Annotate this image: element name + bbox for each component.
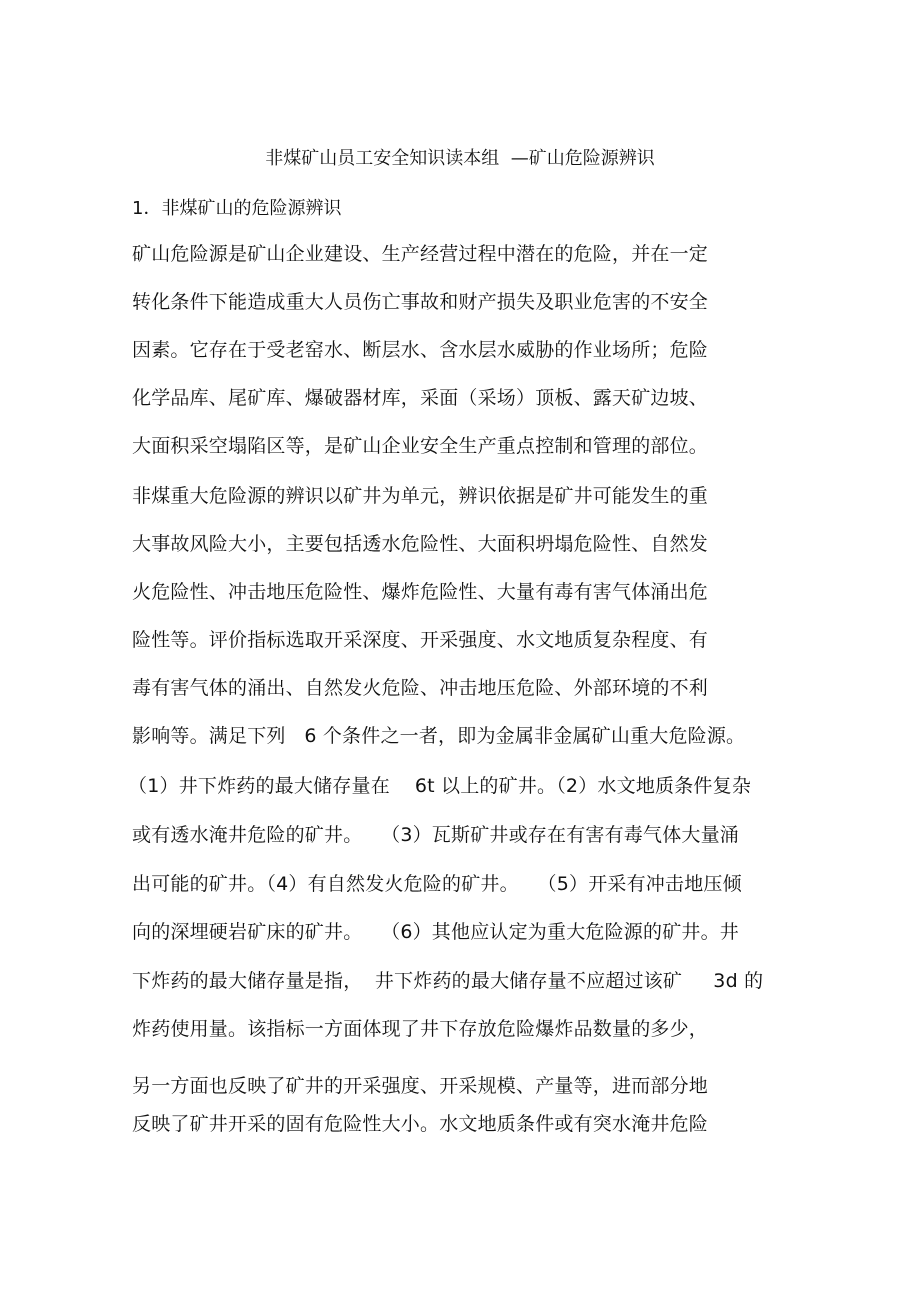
body-line: 影响等。满足下列 6 个条件之一者，即为金属非金属矿山重大危险源。 xyxy=(132,725,746,747)
body-line: 下炸药的最大储存量是指， 井下炸药的最大储存量不应超过该矿 3d 的 xyxy=(132,970,764,992)
body-line: 火危险性、冲击地压危险性、爆炸危险性、大量有毒有害气体涌出危 xyxy=(132,581,709,603)
body-line: 矿山危险源是矿山企业建设、生产经营过程中潜在的危险，并在一定 xyxy=(132,243,709,265)
body-line: 炸药使用量。该指标一方面体现了井下存放危险爆炸品数量的多少， xyxy=(132,1018,709,1040)
body-line: 大面积采空塌陷区等，是矿山企业安全生产重点控制和管理的部位。 xyxy=(132,435,709,457)
body-line: 险性等。评价指标选取开采深度、开采强度、水文地质复杂程度、有 xyxy=(132,629,709,651)
body-line: 毒有害气体的涌出、自然发火危险、冲击地压危险、外部环境的不利 xyxy=(132,677,709,699)
body-line: 另一方面也反映了矿井的开采强度、开采规模、产量等，进而部分地 xyxy=(132,1075,709,1097)
body-line: 出可能的矿井。（4）有自然发火危险的矿井。 （5）开采有冲击地压倾 xyxy=(132,873,742,895)
document-title: 非煤矿山员工安全知识读本组 —矿山危险源辨识 xyxy=(265,148,655,169)
body-line: 因素。它存在于受老窑水、断层水、含水层水威胁的作业场所；危险 xyxy=(132,339,709,361)
body-line: （1）井下炸药的最大储存量在 6t 以上的矿井。（2）水文地质条件复杂 xyxy=(128,775,752,797)
body-line: 化学品库、尾矿库、爆破器材库，采面（采场）顶板、露天矿边坡、 xyxy=(132,387,709,409)
body-line: 大事故风险大小，主要包括透水危险性、大面积坍塌危险性、自然发 xyxy=(132,533,709,555)
body-line: 转化条件下能造成重大人员伤亡事故和财产损失及职业危害的不安全 xyxy=(132,291,709,313)
body-line: 向的深埋硬岩矿床的矿井。 （6）其他应认定为重大危险源的矿井。井 xyxy=(132,921,740,943)
body-line: 或有透水淹井危险的矿井。 （3）瓦斯矿井或存在有害有毒气体大量涌 xyxy=(132,824,740,846)
body-line: 非煤重大危险源的辨识以矿井为单元，辨识依据是矿井可能发生的重 xyxy=(132,485,709,507)
section-heading: 1．非煤矿山的危险源辨识 xyxy=(132,198,342,219)
body-line: 反映了矿井开采的固有危险性大小。水文地质条件或有突水淹井危险 xyxy=(132,1113,709,1135)
